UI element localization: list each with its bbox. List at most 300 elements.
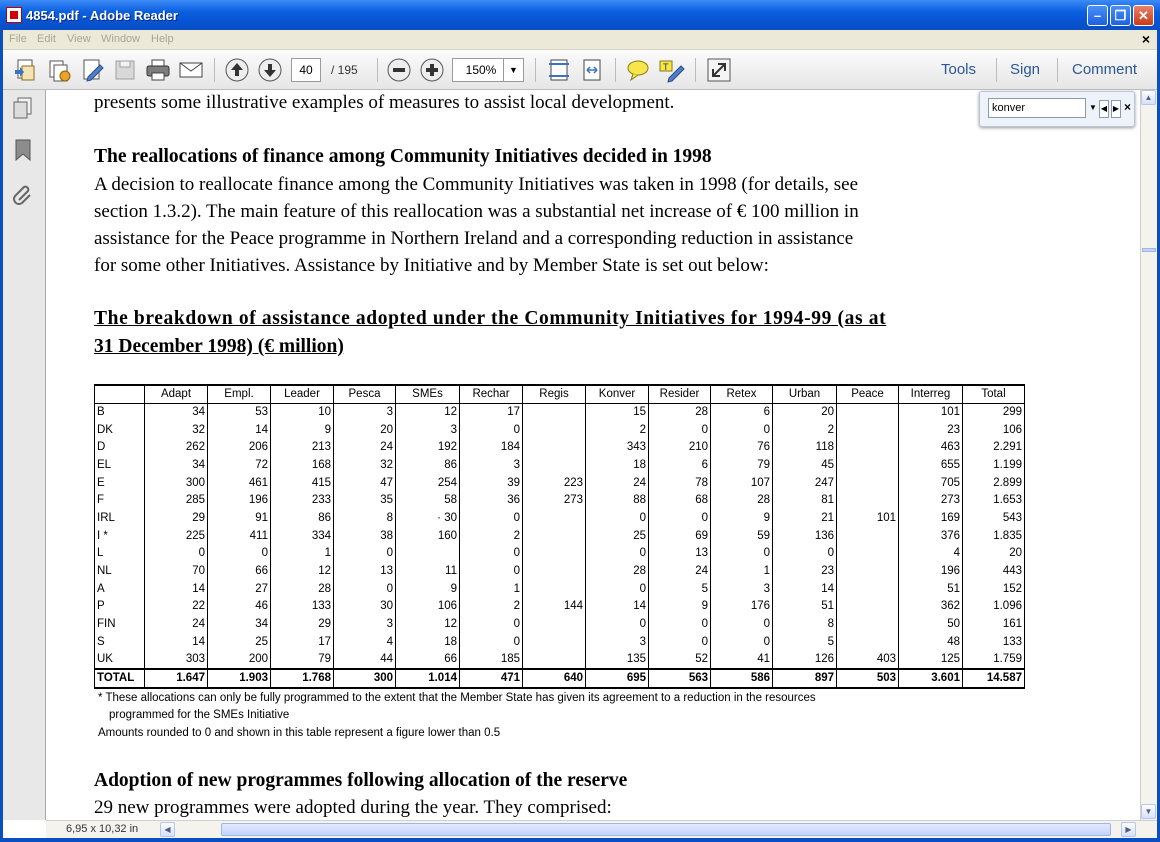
table-column-header: Peace xyxy=(837,385,899,404)
create-pdf-icon[interactable] xyxy=(12,56,40,84)
table-cell: 1.647 xyxy=(145,669,208,688)
table-cell: 27 xyxy=(208,580,271,598)
table-cell: 11 xyxy=(396,563,460,581)
table-cell: 76 xyxy=(711,439,773,457)
find-options-chevron-icon[interactable]: ▼ xyxy=(1089,103,1097,112)
table-cell: 3 xyxy=(460,457,523,475)
document-view xyxy=(46,90,1140,820)
tools-pane-link[interactable]: Tools xyxy=(941,61,977,78)
table-cell: 29 xyxy=(271,616,334,634)
table-row xyxy=(95,651,1025,669)
combine-files-icon[interactable] xyxy=(45,56,73,84)
body-text-line: presents some illustrative examples of measures to assist local development. xyxy=(94,92,675,113)
table-row xyxy=(95,563,1025,581)
table-cell: 0 xyxy=(649,616,711,634)
table-cell: 300 xyxy=(334,669,396,688)
full-screen-icon[interactable] xyxy=(705,56,733,84)
table-cell: 168 xyxy=(271,457,334,475)
table-cell: 21 xyxy=(773,510,837,528)
table-cell: 51 xyxy=(773,598,837,616)
table-cell: 34 xyxy=(145,457,208,475)
table-cell xyxy=(523,563,586,581)
find-input[interactable] xyxy=(988,98,1086,118)
menu-view[interactable]: View xyxy=(67,33,91,45)
table-cell: 443 xyxy=(963,563,1025,581)
table-cell: 14 xyxy=(145,580,208,598)
table-cell: 586 xyxy=(711,669,773,688)
zoom-in-icon[interactable] xyxy=(418,56,446,84)
toolbar-separator xyxy=(214,58,215,82)
table-cell xyxy=(523,580,586,598)
table-cell: 362 xyxy=(899,598,963,616)
table-title: 31 December 1998) (€ million) xyxy=(94,336,344,357)
table-cell: 299 xyxy=(963,404,1025,422)
table-cell xyxy=(523,527,586,545)
table-cell: 0 xyxy=(460,633,523,651)
window-frame xyxy=(0,838,1160,842)
table-cell: 160 xyxy=(396,527,460,545)
table-cell xyxy=(837,598,899,616)
table-cell: 5 xyxy=(649,580,711,598)
table-cell: 66 xyxy=(396,651,460,669)
section-heading: Adoption of new programmes following allocation of the reserve xyxy=(94,770,628,791)
table-column-header: Retex xyxy=(711,385,773,404)
vertical-scroll-thumb[interactable] xyxy=(1142,248,1156,252)
table-cell: 101 xyxy=(899,404,963,422)
table-column-header xyxy=(95,385,145,404)
page-number-input[interactable]: 40 xyxy=(291,58,321,82)
table-cell: 8 xyxy=(334,510,396,528)
row-label: B xyxy=(95,404,145,422)
table-cell xyxy=(523,616,586,634)
table-cell: 695 xyxy=(586,669,649,688)
table-cell xyxy=(837,492,899,510)
zoom-level-select[interactable]: 150% xyxy=(452,58,510,82)
table-cell xyxy=(837,404,899,422)
scroll-left-icon[interactable]: ◀ xyxy=(160,822,175,837)
table-cell: 411 xyxy=(208,527,271,545)
table-row xyxy=(95,404,1025,422)
table-cell: 144 xyxy=(523,598,586,616)
table-cell: 196 xyxy=(208,492,271,510)
table-column-header: Resider xyxy=(649,385,711,404)
table-cell: 25 xyxy=(586,527,649,545)
close-document-icon[interactable]: × xyxy=(1141,31,1150,47)
table-cell xyxy=(523,404,586,422)
table-cell: 23 xyxy=(773,563,837,581)
sticky-note-icon[interactable] xyxy=(624,56,652,84)
table-cell: 106 xyxy=(396,598,460,616)
table-cell xyxy=(837,545,899,563)
table-cell: 300 xyxy=(145,474,208,492)
table-cell: 79 xyxy=(271,651,334,669)
table-cell: 39 xyxy=(460,474,523,492)
table-cell: 24 xyxy=(586,474,649,492)
table-cell: 9 xyxy=(271,421,334,439)
close-button[interactable]: ✕ xyxy=(1133,5,1154,26)
table-cell: 0 xyxy=(586,510,649,528)
table-row xyxy=(95,527,1025,545)
table-cell: 34 xyxy=(208,616,271,634)
toolbar-separator xyxy=(535,58,536,82)
email-icon[interactable] xyxy=(177,56,205,84)
row-label: TOTAL xyxy=(95,669,145,688)
table-cell: 0 xyxy=(460,510,523,528)
table-cell: 6 xyxy=(649,457,711,475)
table-row xyxy=(95,580,1025,598)
section-heading: The reallocations of finance among Community Initiatives decided in 1998 xyxy=(94,146,712,167)
table-cell: 273 xyxy=(899,492,963,510)
table-cell: 86 xyxy=(271,510,334,528)
table-cell: 9 xyxy=(396,580,460,598)
table-cell: 233 xyxy=(271,492,334,510)
table-cell: 213 xyxy=(271,439,334,457)
table-cell: 12 xyxy=(396,616,460,634)
toolbar-separator xyxy=(615,58,616,82)
table-cell: 28 xyxy=(271,580,334,598)
table-footnote: Amounts rounded to 0 and shown in this table represent a figure lower than 0.5 xyxy=(98,727,501,739)
table-cell: 52 xyxy=(649,651,711,669)
print-icon[interactable] xyxy=(144,56,172,84)
table-cell: · 30 xyxy=(396,510,460,528)
table-cell: 463 xyxy=(899,439,963,457)
row-label: L xyxy=(95,545,145,563)
table-cell: 20 xyxy=(773,404,837,422)
table-column-header: Leader xyxy=(271,385,334,404)
bookmarks-icon[interactable] xyxy=(11,138,35,162)
body-text-line: 29 new programmes were adopted during the year. They comprised: xyxy=(94,797,612,818)
table-row xyxy=(95,545,1025,563)
table-cell: 20 xyxy=(334,421,396,439)
table-cell: 88 xyxy=(586,492,649,510)
toolbar xyxy=(0,50,1160,90)
table-cell: 29 xyxy=(145,510,208,528)
table-cell: 58 xyxy=(396,492,460,510)
table-cell xyxy=(523,545,586,563)
table-cell: 200 xyxy=(208,651,271,669)
table-cell: 223 xyxy=(523,474,586,492)
table-cell: 897 xyxy=(773,669,837,688)
table-cell: 107 xyxy=(711,474,773,492)
table-cell: 32 xyxy=(334,457,396,475)
find-close-icon[interactable]: × xyxy=(1124,100,1132,114)
table-cell: 24 xyxy=(649,563,711,581)
table-total-row xyxy=(95,669,1025,688)
edit-pdf-icon[interactable] xyxy=(79,56,107,84)
table-cell xyxy=(837,527,899,545)
table-cell: 35 xyxy=(334,492,396,510)
row-label: P xyxy=(95,598,145,616)
menu-window[interactable]: Window xyxy=(101,33,141,45)
horizontal-scroll-thumb[interactable] xyxy=(221,823,1111,836)
table-cell: 66 xyxy=(208,563,271,581)
table-cell: 192 xyxy=(396,439,460,457)
table-cell: 273 xyxy=(523,492,586,510)
table-cell xyxy=(523,651,586,669)
table-cell: 0 xyxy=(773,545,837,563)
table-cell: 415 xyxy=(271,474,334,492)
table-cell xyxy=(523,439,586,457)
previous-page-icon[interactable] xyxy=(223,56,251,84)
table-row xyxy=(95,616,1025,634)
table-cell: 8 xyxy=(773,616,837,634)
table-cell: 2.291 xyxy=(963,439,1025,457)
table-cell: 59 xyxy=(711,527,773,545)
table-cell: 0 xyxy=(460,421,523,439)
find-toolbar xyxy=(979,91,1135,127)
table-cell: 48 xyxy=(899,633,963,651)
table-cell xyxy=(523,510,586,528)
table-cell: 161 xyxy=(963,616,1025,634)
table-cell: 72 xyxy=(208,457,271,475)
table-cell: 285 xyxy=(145,492,208,510)
table-row xyxy=(95,633,1025,651)
table-column-header: Adapt xyxy=(145,385,208,404)
table-cell: 0 xyxy=(711,633,773,651)
minimize-button[interactable]: – xyxy=(1087,5,1108,26)
table-cell: 225 xyxy=(145,527,208,545)
table-cell: 2 xyxy=(586,421,649,439)
row-label: UK xyxy=(95,651,145,669)
vertical-scrollbar[interactable] xyxy=(1140,90,1157,820)
table-column-header: Rechar xyxy=(460,385,523,404)
row-label: IRL xyxy=(95,510,145,528)
table-cell: 1.014 xyxy=(396,669,460,688)
table-cell: 303 xyxy=(145,651,208,669)
table-cell: 185 xyxy=(460,651,523,669)
table-cell: 543 xyxy=(963,510,1025,528)
table-cell: 1.096 xyxy=(963,598,1025,616)
row-label: I * xyxy=(95,527,145,545)
table-cell: 118 xyxy=(773,439,837,457)
table-cell: 20 xyxy=(963,545,1025,563)
window-frame xyxy=(0,30,3,842)
menu-help[interactable]: Help xyxy=(151,33,174,45)
table-cell: 51 xyxy=(899,580,963,598)
table-cell xyxy=(837,421,899,439)
toolbar-separator xyxy=(1057,58,1058,82)
table-cell: 471 xyxy=(460,669,523,688)
table-cell: 125 xyxy=(899,651,963,669)
table-cell: 53 xyxy=(208,404,271,422)
table-cell: 14 xyxy=(208,421,271,439)
zoom-out-icon[interactable] xyxy=(385,56,413,84)
table-column-header: Total xyxy=(963,385,1025,404)
status-bar xyxy=(46,820,1160,838)
table-cell: 0 xyxy=(586,545,649,563)
table-cell: 68 xyxy=(649,492,711,510)
table-cell: 0 xyxy=(208,545,271,563)
maximize-button[interactable]: ❐ xyxy=(1110,5,1131,26)
table-cell: 28 xyxy=(586,563,649,581)
table-cell: 13 xyxy=(334,563,396,581)
table-cell: 50 xyxy=(899,616,963,634)
menu-edit[interactable]: Edit xyxy=(37,33,56,45)
page-thumbnails-icon[interactable] xyxy=(11,96,35,120)
menu-file[interactable]: File xyxy=(9,33,27,45)
highlight-text-icon[interactable] xyxy=(657,56,685,84)
table-cell: 14 xyxy=(773,580,837,598)
table-row xyxy=(95,492,1025,510)
table-cell: 0 xyxy=(460,616,523,634)
table-cell: 0 xyxy=(649,633,711,651)
comment-pane-link[interactable]: Comment xyxy=(1072,61,1138,78)
table-cell xyxy=(837,563,899,581)
table-cell: 563 xyxy=(649,669,711,688)
table-row xyxy=(95,510,1025,528)
table-cell: 640 xyxy=(523,669,586,688)
table-cell: 0 xyxy=(334,545,396,563)
row-label: E xyxy=(95,474,145,492)
table-cell: 9 xyxy=(649,598,711,616)
table-cell: 15 xyxy=(586,404,649,422)
table-column-header: Pesca xyxy=(334,385,396,404)
table-cell: 0 xyxy=(145,545,208,563)
zoom-dropdown-chevron-icon[interactable]: ▼ xyxy=(503,58,524,82)
table-cell: 262 xyxy=(145,439,208,457)
table-cell xyxy=(523,457,586,475)
table-cell: 3.601 xyxy=(899,669,963,688)
table-cell: 3 xyxy=(396,421,460,439)
fit-width-icon[interactable] xyxy=(578,56,606,84)
table-cell: 10 xyxy=(271,404,334,422)
title-bar xyxy=(0,0,1160,30)
table-cell: 1 xyxy=(711,563,773,581)
table-cell: 176 xyxy=(711,598,773,616)
next-page-icon[interactable] xyxy=(256,56,284,84)
table-column-header: Interreg xyxy=(899,385,963,404)
table-cell: 1.768 xyxy=(271,669,334,688)
table-cell xyxy=(837,580,899,598)
toolbar-separator xyxy=(377,58,378,82)
table-cell: 0 xyxy=(460,563,523,581)
table-cell: 133 xyxy=(963,633,1025,651)
table-cell: 2.899 xyxy=(963,474,1025,492)
svg-text:T: T xyxy=(663,62,669,72)
table-cell: 2 xyxy=(773,421,837,439)
page-total: / 195 xyxy=(331,63,358,77)
table-cell: 0 xyxy=(334,580,396,598)
table-cell xyxy=(837,633,899,651)
table-cell: 3 xyxy=(334,616,396,634)
table-row xyxy=(95,439,1025,457)
table-cell: 169 xyxy=(899,510,963,528)
toolbar-separator xyxy=(695,58,696,82)
table-cell: 14 xyxy=(586,598,649,616)
table-cell: 101 xyxy=(837,510,899,528)
find-next-icon[interactable]: ▶ xyxy=(1111,100,1121,118)
table-cell: 79 xyxy=(711,457,773,475)
table-row xyxy=(95,474,1025,492)
table-cell: 69 xyxy=(649,527,711,545)
scroll-down-icon[interactable]: ▼ xyxy=(1141,804,1156,819)
body-text-line: section 1.3.2). The main feature of this reallocation was a substantial net increase of € 100 million in xyxy=(94,201,859,222)
table-column-header: Empl. xyxy=(208,385,271,404)
table-row xyxy=(95,457,1025,475)
table-cell: 0 xyxy=(586,580,649,598)
table-cell: 24 xyxy=(145,616,208,634)
sign-pane-link[interactable]: Sign xyxy=(1010,61,1041,78)
table-cell: 9 xyxy=(711,510,773,528)
table-cell xyxy=(837,439,899,457)
page-size-readout: 6,95 x 10,32 in xyxy=(66,823,139,835)
row-label: NL xyxy=(95,563,145,581)
attachments-icon[interactable] xyxy=(11,182,35,206)
table-cell: 34 xyxy=(145,404,208,422)
table-cell: 0 xyxy=(649,510,711,528)
table-cell xyxy=(837,616,899,634)
table-cell: 12 xyxy=(396,404,460,422)
table-cell: 47 xyxy=(334,474,396,492)
table-cell: 12 xyxy=(271,563,334,581)
table-cell: 206 xyxy=(208,439,271,457)
fit-page-icon[interactable] xyxy=(545,56,573,84)
table-cell: 30 xyxy=(334,598,396,616)
table-cell: 70 xyxy=(145,563,208,581)
table-cell: 28 xyxy=(711,492,773,510)
table-cell: 0 xyxy=(586,616,649,634)
table-footnote: * These allocations can only be fully programmed to the extent that the Member State has given its agreement to a reduction in the resources xyxy=(98,692,816,704)
row-label: EL xyxy=(95,457,145,475)
table-cell: 1.653 xyxy=(963,492,1025,510)
table-cell: 3 xyxy=(586,633,649,651)
row-label: S xyxy=(95,633,145,651)
table-cell: 6 xyxy=(711,404,773,422)
table-cell: 46 xyxy=(208,598,271,616)
table-cell: 45 xyxy=(773,457,837,475)
table-cell: 23 xyxy=(899,421,963,439)
table-cell: 78 xyxy=(649,474,711,492)
table-cell: 2 xyxy=(460,527,523,545)
table-cell: 334 xyxy=(271,527,334,545)
table-cell: 0 xyxy=(711,616,773,634)
table-cell: 1.199 xyxy=(963,457,1025,475)
table-cell: 91 xyxy=(208,510,271,528)
find-previous-icon[interactable]: ◀ xyxy=(1099,100,1109,118)
table-cell: 13 xyxy=(649,545,711,563)
table-cell: 1.835 xyxy=(963,527,1025,545)
table-cell: 1.903 xyxy=(208,669,271,688)
row-label: D xyxy=(95,439,145,457)
table-cell: 44 xyxy=(334,651,396,669)
table-cell: 5 xyxy=(773,633,837,651)
table-cell: 503 xyxy=(837,669,899,688)
table-cell: 254 xyxy=(396,474,460,492)
body-text-line: for some other Initiatives. Assistance by Initiative and by Member State is set out below: xyxy=(94,255,769,276)
table-cell: 86 xyxy=(396,457,460,475)
row-label: FIN xyxy=(95,616,145,634)
table-cell: 4 xyxy=(334,633,396,651)
row-label: A xyxy=(95,580,145,598)
table-cell xyxy=(837,457,899,475)
table-cell: 1 xyxy=(460,580,523,598)
assistance-table xyxy=(94,384,1025,689)
scroll-right-icon[interactable]: ▶ xyxy=(1121,822,1136,837)
table-cell: 135 xyxy=(586,651,649,669)
table-cell: 18 xyxy=(586,457,649,475)
table-cell: 705 xyxy=(899,474,963,492)
scroll-up-icon[interactable]: ▲ xyxy=(1141,90,1156,105)
table-cell: 32 xyxy=(145,421,208,439)
table-cell: 1 xyxy=(271,545,334,563)
table-cell: 461 xyxy=(208,474,271,492)
row-label: DK xyxy=(95,421,145,439)
table-cell: 17 xyxy=(460,404,523,422)
table-cell xyxy=(523,421,586,439)
table-cell: 106 xyxy=(963,421,1025,439)
save-icon[interactable] xyxy=(111,56,139,84)
table-cell: 81 xyxy=(773,492,837,510)
